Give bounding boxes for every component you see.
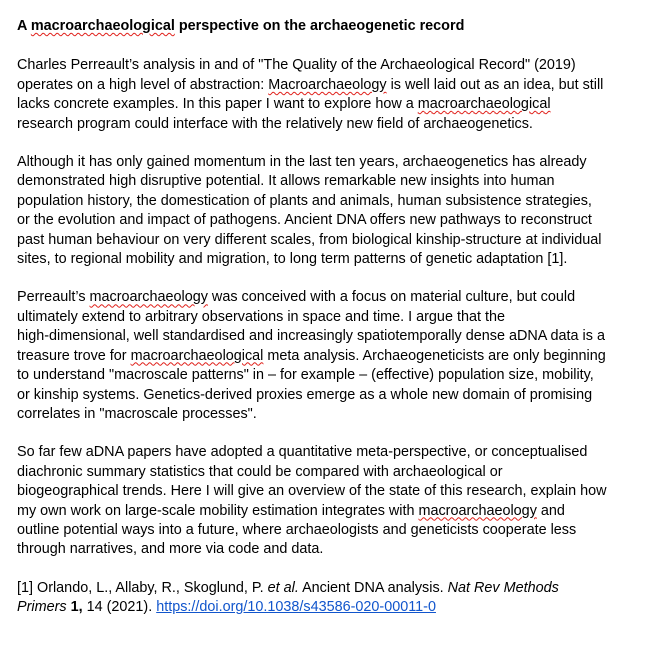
text-run: Perreault’s (17, 289, 90, 306)
paragraph-archaeogenetics (17, 153, 627, 269)
text-line (17, 288, 627, 307)
reference-authors: [1] Orlando, L., Allaby, R., Skoglund, P. (17, 579, 268, 596)
text-line: ultimately extend to arbitrary observations in space and time. I argue that the (17, 308, 505, 325)
text-line (17, 502, 627, 521)
reference-journal-cont: Primers (17, 599, 67, 616)
text-line: correlates in "macroscale processes". (17, 405, 257, 422)
text-run: treasure trove for (17, 347, 131, 364)
text-line: So far few aDNA papers have adopted a quantitative meta-perspective, or conceptualised (17, 444, 588, 461)
text-line: or kinship systems. Genetics-derived proxies emerge as a whole new domain of promising (17, 386, 593, 403)
reference-pages-year: 14 (2021). (82, 599, 157, 616)
reference-volume: 1, (70, 599, 83, 616)
text-run: is well laid out as an idea, but still (386, 76, 604, 93)
paragraph-macroarchaeology (17, 288, 627, 424)
text-line: outline potential ways into a future, where archaeologists and geneticists cooperate less (17, 521, 577, 538)
reference-et-al: et al. (267, 579, 299, 596)
paragraph-intro (17, 56, 627, 134)
document-title (17, 17, 650, 36)
text-line: through narratives, and more via code and data. (17, 541, 324, 558)
text-line: or the evolution and impact of pathogens. Ancient DNA offers new pathways to reconstruct (17, 212, 592, 229)
text-line: sites, to regional mobility and migration, to long term patterns of genetic adaptation [1]. (17, 251, 568, 268)
misspelled-word: macroarchaeological (417, 96, 551, 113)
text-line: biogeographical trends. Here I will give an overview of the state of this research, explain how (17, 483, 607, 500)
text-run: operates on a high level of abstraction: (17, 76, 269, 93)
title-prefix: A (17, 18, 31, 34)
text-run: meta analysis. Archaeogeneticists are only beginning (263, 347, 606, 364)
text-line (17, 598, 627, 617)
text-line: diachronic summary statistics that could be compared with archaeological or (17, 463, 503, 480)
text-run: and (536, 502, 565, 519)
text-run: was conceived with a focus on material culture, but could (207, 289, 576, 306)
misspelled-word: macroarchaeological (130, 347, 264, 364)
reference-title: Ancient DNA analysis. (298, 579, 448, 596)
misspelled-word: macroarchaeology (89, 289, 208, 306)
text-run: lacks concrete examples. In this paper I want to explore how a (17, 96, 418, 113)
text-line: Charles Perreault’s analysis in and of "The Quality of the Archaeological Record" (2019) (17, 57, 576, 74)
text-run: my own work on large-scale mobility estimation integrates with (17, 502, 419, 519)
text-line: Although it has only gained momentum in the last ten years, archaeogenetics has already (17, 154, 587, 171)
title-suffix: perspective on the archaeogenetic record (174, 18, 465, 34)
text-line (17, 95, 627, 114)
misspelled-word: Macroarchaeology (268, 76, 387, 93)
reference-journal: Nat Rev Methods (447, 579, 559, 596)
text-line (17, 579, 627, 598)
reference-entry (17, 579, 627, 618)
paragraph-overview (17, 443, 627, 559)
title-misspelled-word: macroarchaeological (30, 18, 175, 34)
text-line: research program could interface with the relatively new field of archaeogenetics. (17, 115, 533, 132)
text-line: to understand "macroscale patterns" in – for example – (effective) population size, mobility, (17, 367, 594, 384)
text-line: demonstrated high disruptive potential. It allows remarkable new insights into human (17, 173, 555, 190)
text-line: population history, the domestication of plants and animals, human subsistence strategies, (17, 192, 592, 209)
misspelled-word: macroarchaeology (418, 502, 537, 519)
text-line: past human behaviour on very different scales, from biological kinship-structure at individual (17, 231, 602, 248)
doi-link[interactable]: https://doi.org/10.1038/s43586-020-00011-0 (156, 599, 436, 616)
text-line: high-dimensional, well standardised and increasingly spatiotemporally dense aDNA data is a (17, 328, 605, 345)
text-line (17, 347, 627, 366)
text-line (17, 76, 627, 95)
